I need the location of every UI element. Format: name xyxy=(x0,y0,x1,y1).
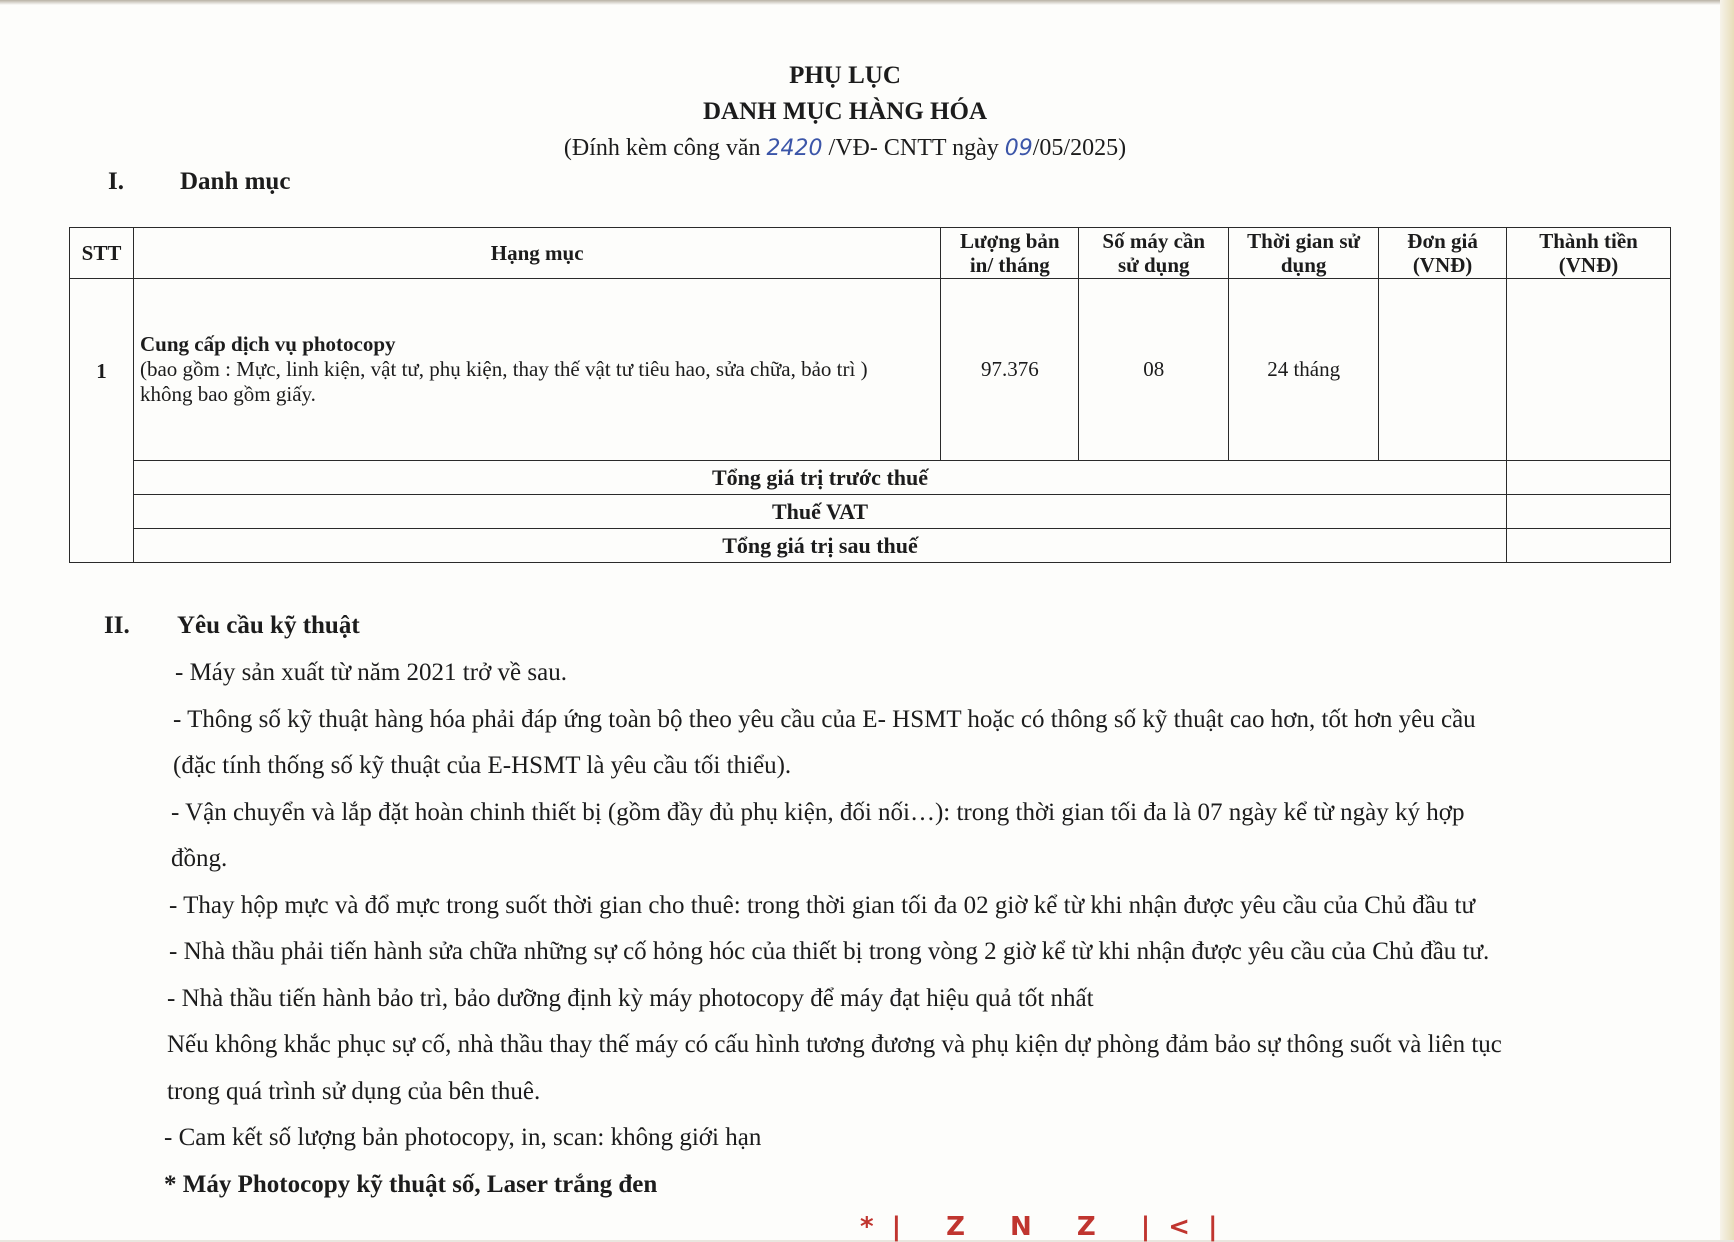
header-item: Hạng mục xyxy=(133,228,940,279)
header-stt: STT xyxy=(70,228,134,279)
requirement-line: Nếu không khắc phục sự cố, nhà thầu thay thế máy có cấu hình tương đương và phụ kiện dự phòng đảm bảo sự thông suốt và liên tục xyxy=(167,1031,1502,1058)
technical-requirements xyxy=(164,650,1627,1208)
cell-machines: 08 xyxy=(1079,279,1229,461)
paper-top-edge xyxy=(0,0,1734,5)
requirement-line: - Vận chuyển và lắp đặt hoàn chinh thiết bị (gồm đầy đủ phụ kiện, đối nối…): trong thời gian tối đa là 07 ngày kể từ ngày ký hợp xyxy=(171,798,1465,826)
requirement-line: - Máy sản xuất từ năm 2021 trở về sau. xyxy=(175,659,567,686)
section-2-number: II. xyxy=(104,612,130,639)
item-desc-line2: không bao gồm giấy. xyxy=(139,382,316,406)
header-unit-price-line2: (VNĐ) xyxy=(1412,253,1473,277)
header-total-line2: (VNĐ) xyxy=(1558,253,1619,277)
paper-right-edge xyxy=(1720,0,1734,1240)
section-1-number: I. xyxy=(108,168,124,195)
vat-value xyxy=(1507,495,1671,529)
requirement-line: đồng. xyxy=(171,845,228,872)
cell-stt-value: 1 xyxy=(96,358,107,383)
total-before-tax-row xyxy=(70,461,1671,495)
total-after-tax-row xyxy=(70,529,1671,563)
total-before-tax-label: Tổng giá trị trước thuế xyxy=(133,461,1506,495)
header-machines xyxy=(1079,228,1229,279)
handwritten-day: 09 xyxy=(1004,136,1033,161)
total-after-tax-value xyxy=(1507,529,1671,563)
requirement-line: trong quá trình sử dụng của bên thuê. xyxy=(167,1077,541,1105)
handwritten-document-number: 2420 xyxy=(766,136,823,161)
header-quantity-line1: Lượng bản xyxy=(960,229,1060,253)
goods-table xyxy=(69,227,1671,563)
item-title: Cung cấp dịch vụ photocopy xyxy=(139,332,396,356)
cell-stt xyxy=(70,279,134,563)
cell-unit-price xyxy=(1379,279,1507,461)
requirement-line: (đặc tính thống số kỹ thuật của E-HSMT là yêu cầu tối thiểu). xyxy=(173,752,792,779)
requirement-line: - Thay hộp mực và đổ mực trong suốt thời gian cho thuê: trong thời gian tối đa 02 giờ kể từ khi nhận được yêu cầu của Chủ đầu tư xyxy=(169,891,1476,919)
header-machines-line1: Số máy cần xyxy=(1102,229,1206,253)
item-description xyxy=(140,332,934,407)
header-machines-line2: sử dụng xyxy=(1117,253,1190,277)
header-duration-line2: dụng xyxy=(1280,253,1327,277)
section-1-heading xyxy=(108,168,290,196)
cell-total xyxy=(1507,279,1671,461)
attachment-suffix: /05/2025) xyxy=(1032,135,1127,161)
goods-list-title: DANH MỤC HÀNG HÓA xyxy=(702,98,987,125)
section-2-heading xyxy=(104,612,360,640)
appendix-title: PHỤ LỤC xyxy=(789,62,901,89)
item-desc-line1: (bao gồm : Mực, linh kiện, vật tư, phụ kiện, thay thế vật tư tiêu hao, sửa chữa, bảo trì ) xyxy=(139,357,868,381)
header-quantity xyxy=(941,228,1079,279)
total-after-tax-label: Tổng giá trị sau thuế xyxy=(133,529,1506,563)
section-1-title: Danh mục xyxy=(180,168,291,195)
header-unit-price-line1: Đơn giá xyxy=(1407,229,1478,253)
cell-quantity: 97.376 xyxy=(941,279,1079,461)
vat-row xyxy=(70,495,1671,529)
attachment-note xyxy=(0,130,1690,167)
cell-duration: 24 tháng xyxy=(1229,279,1379,461)
stamp-fragment: *| Z N Z |<| xyxy=(860,1212,1236,1242)
header-total-line1: Thành tiền xyxy=(1539,229,1638,253)
header-unit-price xyxy=(1379,228,1507,279)
attachment-prefix: (Đính kèm công văn xyxy=(563,135,767,161)
requirement-line: - Nhà thầu phải tiến hành sửa chữa những sự cố hỏng hóc của thiết bị trong vòng 2 giờ kể từ khi nhận được yêu cầu của Chủ đầu tư. xyxy=(169,938,1490,965)
cell-item xyxy=(133,279,940,461)
requirement-line: - Thông số kỹ thuật hàng hóa phải đáp ứng toàn bộ theo yêu cầu của E- HSMT hoặc có thông số kỹ thuật cao hơn, tốt hơn yêu cầu xyxy=(173,705,1476,733)
header-duration-line1: Thời gian sử xyxy=(1247,229,1361,253)
table-row xyxy=(70,279,1671,461)
header-quantity-line2: in/ tháng xyxy=(969,253,1050,277)
document-header xyxy=(0,58,1690,167)
total-before-tax-value xyxy=(1507,461,1671,495)
vat-label: Thuế VAT xyxy=(133,495,1506,529)
section-2-title: Yêu cầu kỹ thuật xyxy=(177,612,360,639)
header-total xyxy=(1507,228,1671,279)
attachment-middle: /VĐ- CNTT ngày xyxy=(822,135,1005,161)
table-header-row xyxy=(70,228,1671,279)
machine-spec-heading: * Máy Photocopy kỹ thuật số, Laser trắng đen xyxy=(164,1170,658,1198)
header-duration xyxy=(1229,228,1379,279)
requirement-line: - Cam kết số lượng bản photocopy, in, scan: không giới hạn xyxy=(164,1124,762,1151)
requirement-line: - Nhà thầu tiến hành bảo trì, bảo dưỡng định kỳ máy photocopy để máy đạt hiệu quả tốt nhất xyxy=(167,984,1094,1012)
